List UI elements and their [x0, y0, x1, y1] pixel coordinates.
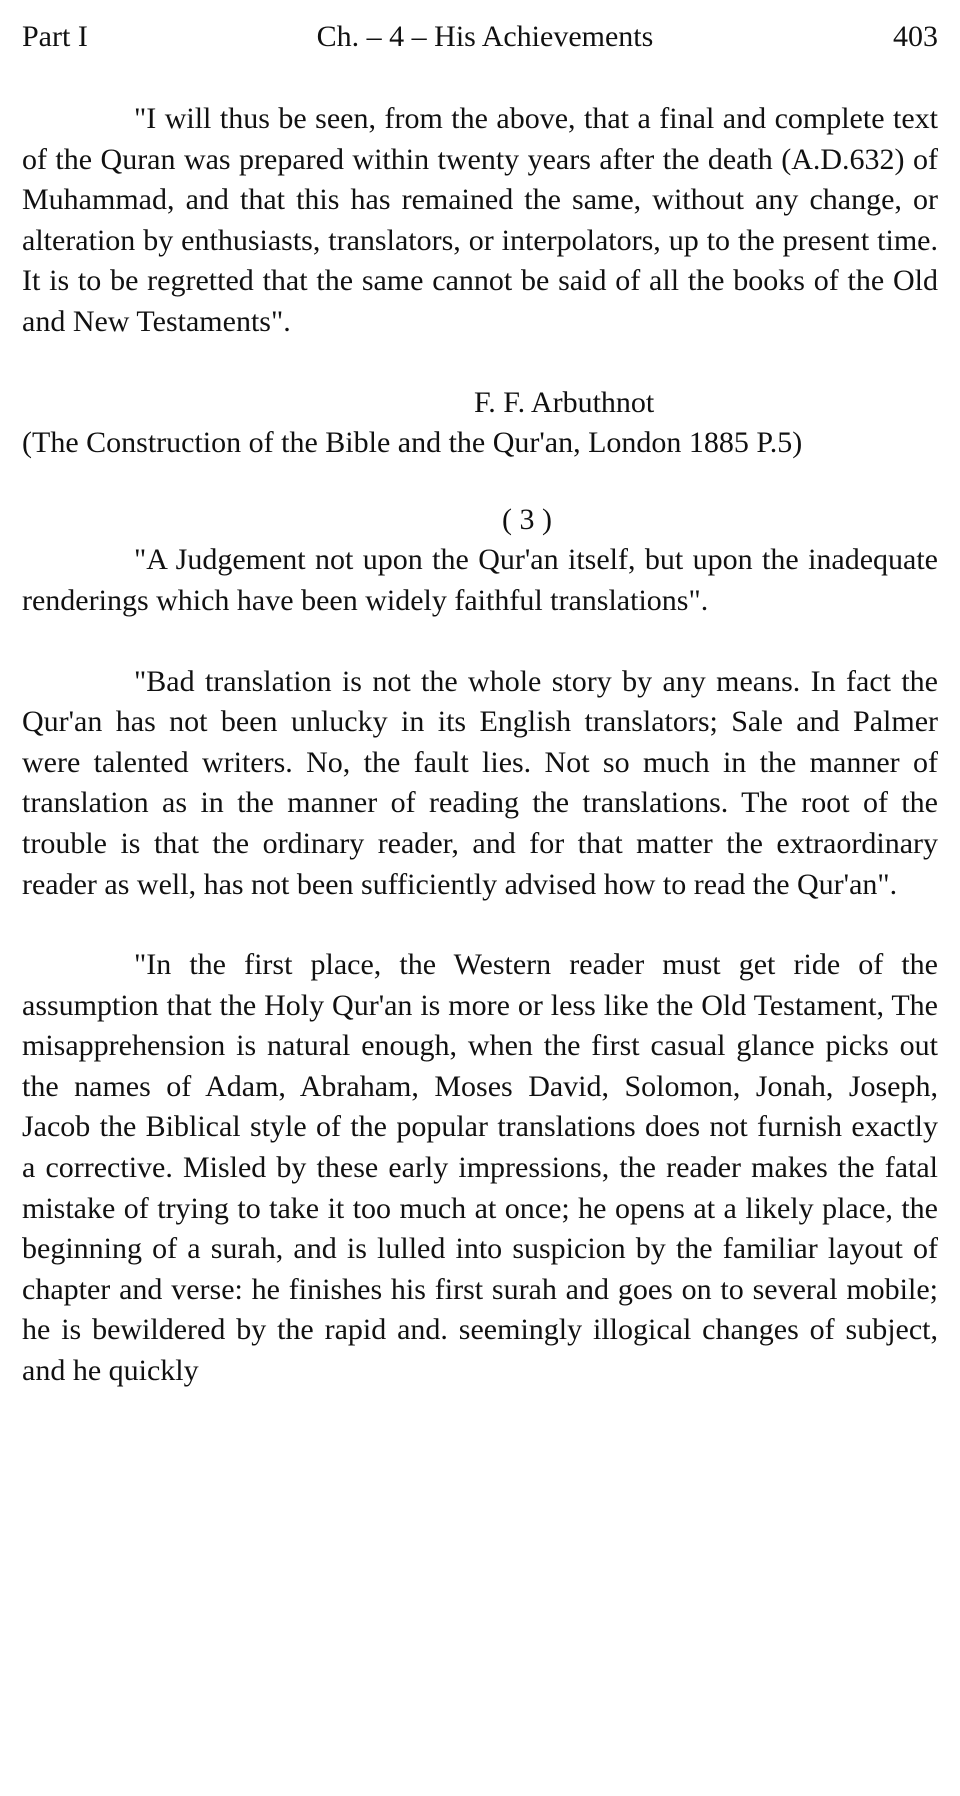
quote-paragraph-4: "Bad translation is not the whole story by any means. In fact the Qur'an has not been unlucky in its English translators; Sale and Palmer were talented writers. No, the fault lies. Not so much in the manner of translation as in the manner of reading the translations. The root of the trouble is that the ordinary reader, and for that matter the extraordinary reader as well, has not been sufficiently advised how to read the Qur'an".: [22, 664, 938, 901]
page-number: 403: [893, 20, 938, 53]
section-number: ( 3 ): [502, 502, 552, 536]
book-page: [22, 0, 938, 1392]
quote-paragraph-3: "A Judgement not upon the Qur'an itself, but upon the inadequate renderings which have been widely faithful translations".: [22, 543, 938, 617]
quote-attribution: [22, 383, 938, 464]
quote-paragraph-1: "I will thus be seen, from the above, that a final and complete text of the Quran was prepared within twenty years after the death (A.D.632) of Muhammad, and that this has remained the same, without any change, or alteration by enthusiasts, translators, or interpolators, up to the present time. It is to be regretted that the same cannot be said of all the books of the Old and New Testaments".: [22, 102, 938, 338]
part-label: Part I: [22, 20, 88, 53]
quote-paragraph-5: "In the first place, the Western reader must get ride of the assumption that the Holy Qur'an is more or less like the Old Testament, The misapprehension is natural enough, when the first casual glance picks out the names of Adam, Abraham, Moses David, Solomon, Jonah, Joseph, Jacob the Biblical style of the popular translations does not furnish exactly a corrective. Misled by these early impressions, the reader makes the fatal mistake of trying to take it too much at once; he opens at a likely place, the beginning of a surah, and is lulled into suspicion by the familiar layout of chapter and verse: he finishes his first surah and goes on to several mobile; he is bewildered by the rapid and. seemingly illogical changes of subject, and he quickly: [22, 948, 938, 1388]
chapter-title: Ch. – 4 – His Achievements: [316, 20, 654, 53]
attribution-author: F. F. Arbuthnot: [474, 385, 655, 419]
attribution-source: (The Construction of the Bible and the Qur'an, London 1885 P.5): [22, 426, 803, 460]
running-header: [22, 0, 938, 60]
